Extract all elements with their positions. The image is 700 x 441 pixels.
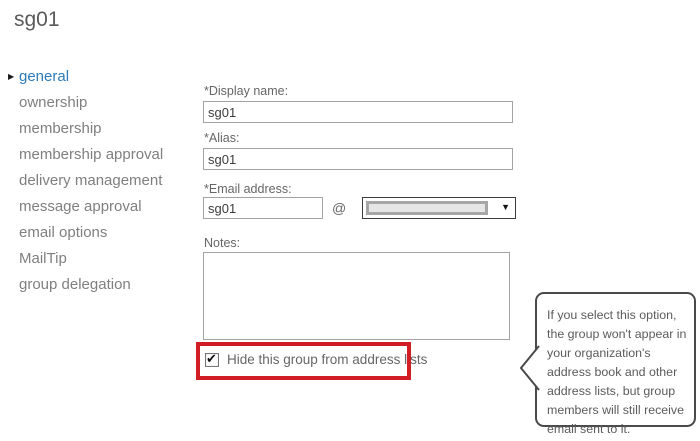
hide-group-checkbox-row[interactable] (205, 352, 427, 367)
email-local-part-input[interactable] (203, 197, 323, 219)
tooltip-text: If you select this option, the group won't appear in your organization's address book and other address lists, but group members will still receive email sent to it. (547, 308, 687, 436)
chevron-down-icon: ▼ (501, 202, 510, 212)
notes-label: Notes: (204, 236, 241, 250)
at-sign: @ (332, 200, 347, 216)
sidebar-item-ownership[interactable] (8, 90, 188, 116)
sidebar-item-delivery-management[interactable] (8, 168, 188, 194)
alias-label: *Alias: (204, 131, 240, 145)
sidebar-item-membership-approval[interactable] (8, 142, 188, 168)
email-domain-dropdown[interactable] (362, 197, 516, 219)
sidebar-item-email-options[interactable] (8, 220, 188, 246)
sidebar-item-label: membership approval (19, 146, 164, 163)
sidebar-item-label: group delegation (19, 276, 131, 293)
sidebar-item-general[interactable] (8, 64, 188, 90)
email-address-label: *Email address: (204, 182, 292, 196)
sidebar-nav (8, 64, 188, 298)
sidebar-item-label: email options (19, 224, 108, 241)
page-title: sg01 (14, 8, 60, 31)
sidebar-item-membership[interactable] (8, 116, 188, 142)
hide-group-checkbox-label: Hide this group from address lists (227, 352, 428, 367)
display-name-label: *Display name: (204, 84, 289, 98)
tooltip-callout (535, 292, 696, 436)
display-name-input[interactable] (203, 101, 513, 123)
sidebar-item-mailtip[interactable] (8, 246, 188, 272)
sidebar-item-label: message approval (19, 198, 142, 215)
sidebar-item-label: general (19, 68, 70, 85)
sidebar-item-label: membership (19, 120, 102, 137)
alias-input[interactable] (203, 148, 513, 170)
selected-arrow-icon: ▶ (8, 72, 15, 81)
redacted-domain-value (366, 201, 488, 215)
sidebar-item-label: MailTip (19, 250, 67, 267)
sidebar-item-group-delegation[interactable] (8, 272, 188, 298)
sidebar-item-label: ownership (19, 94, 88, 111)
tooltip-tail-icon (519, 344, 540, 392)
sidebar-item-label: delivery management (19, 172, 163, 189)
notes-textarea[interactable] (203, 252, 510, 340)
checkmark-icon: ✔ (206, 350, 217, 366)
hide-group-checkbox[interactable] (205, 350, 219, 367)
sidebar-item-message-approval[interactable] (8, 194, 188, 220)
